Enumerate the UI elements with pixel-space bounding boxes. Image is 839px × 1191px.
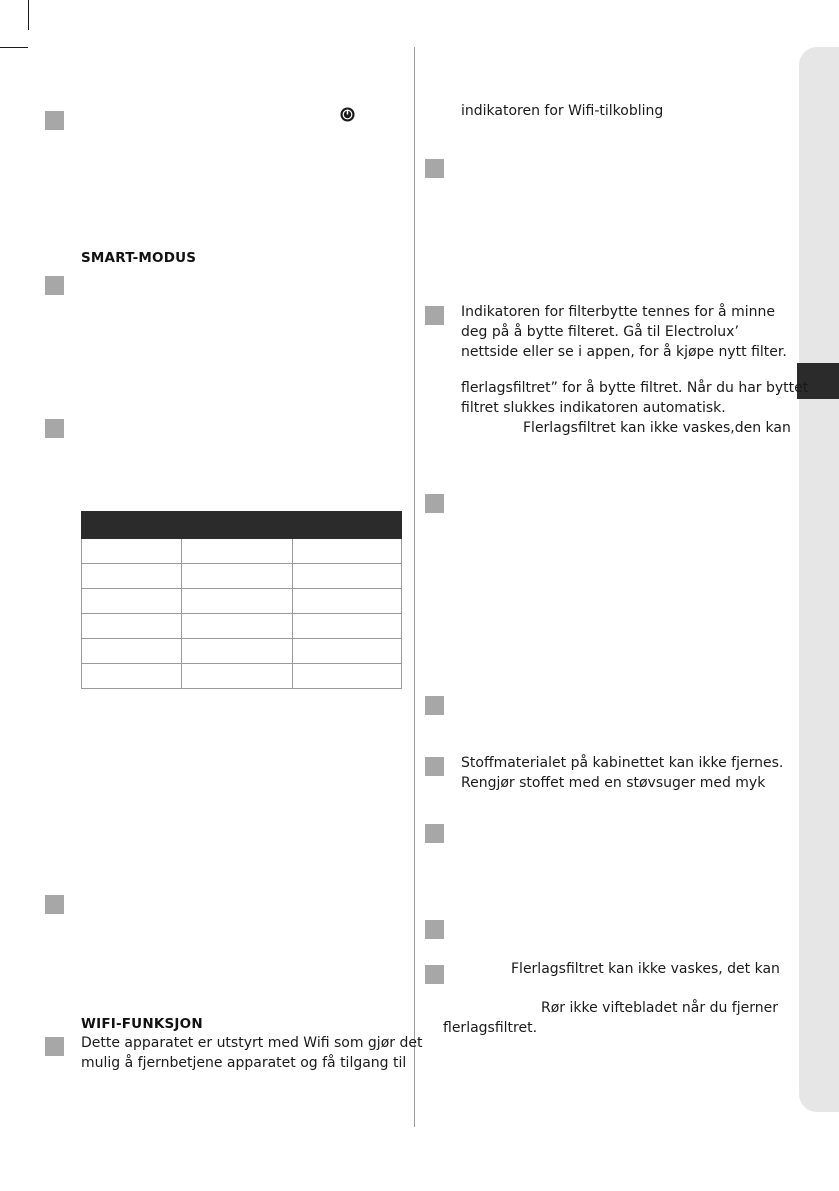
step-marker [45, 111, 64, 130]
crop-mark [0, 47, 28, 48]
table-row [82, 664, 402, 689]
table-header-cell [182, 512, 292, 539]
table-cell [182, 539, 292, 564]
step-marker [425, 306, 444, 325]
power-button-icon [340, 107, 355, 122]
table-cell [182, 664, 292, 689]
step-marker [425, 824, 444, 843]
step-marker [45, 895, 64, 914]
step-marker [425, 696, 444, 715]
table-cell [182, 639, 292, 664]
step-marker [425, 757, 444, 776]
table-row [82, 614, 402, 639]
mode-table [81, 511, 402, 689]
table-cell [292, 564, 401, 589]
table-cell [292, 589, 401, 614]
wifi-indicator-text: indikatoren for Wifi-tilkobling [461, 103, 664, 119]
table-cell [292, 664, 401, 689]
step-marker [425, 159, 444, 178]
filter-change-line: nettside eller se i appen, for å kjøpe nytt filter. [461, 344, 787, 360]
wifi-description-line: Dette apparatet er utstyrt med Wifi som gjør det [81, 1035, 423, 1051]
table-cell [82, 614, 182, 639]
table-header-cell [292, 512, 401, 539]
table-cell [82, 639, 182, 664]
wifi-description-line: mulig å fjernbetjene apparatet og få tilgang til [81, 1055, 407, 1071]
table-header-row [82, 512, 402, 539]
step-marker [45, 276, 64, 295]
step-marker [45, 419, 64, 438]
table-row [82, 564, 402, 589]
table-cell [292, 639, 401, 664]
table-cell [292, 614, 401, 639]
table-cell [82, 539, 182, 564]
table-cell [82, 589, 182, 614]
filter-change-line: flerlagsfiltret” for å bytte filtret. Når du har byttet [461, 380, 809, 396]
step-marker [425, 494, 444, 513]
fabric-cleaning-line: Rengjør stoffet med en støvsuger med myk [461, 775, 766, 791]
table-cell [182, 589, 292, 614]
table-row [82, 539, 402, 564]
table-row [82, 639, 402, 664]
table-cell [182, 614, 292, 639]
column-divider [414, 47, 415, 1127]
table-cell [82, 664, 182, 689]
table-cell [82, 564, 182, 589]
filter-change-line: filtret slukkes indikatoren automatisk. [461, 400, 726, 416]
table-cell [292, 539, 401, 564]
fan-blade-warning-line: Rør ikke viftebladet når du fjerner [541, 1000, 778, 1016]
filter-change-line: Indikatoren for filterbytte tennes for å minne [461, 304, 775, 320]
fabric-cleaning-line: Stoffmaterialet på kabinettet kan ikke fjernes. [461, 755, 784, 771]
table-header-cell [82, 512, 182, 539]
filter-change-line: Flerlagsfiltret kan ikke vaskes,den kan [523, 420, 791, 436]
table-row [82, 589, 402, 614]
wifi-function-heading: WIFI-FUNKSJON [81, 1016, 203, 1032]
language-side-tab [799, 47, 839, 1112]
step-marker [425, 965, 444, 984]
filter-change-line: deg på å bytte filteret. Gå til Electrolux’ [461, 324, 739, 340]
table-cell [182, 564, 292, 589]
smart-mode-heading: SMART-MODUS [81, 250, 197, 266]
step-marker [45, 1037, 64, 1056]
fan-blade-warning-line: flerlagsfiltret. [443, 1020, 538, 1036]
crop-mark [28, 0, 29, 30]
step-marker [425, 920, 444, 939]
multilayer-filter-line: Flerlagsfiltret kan ikke vaskes, det kan [511, 961, 780, 977]
